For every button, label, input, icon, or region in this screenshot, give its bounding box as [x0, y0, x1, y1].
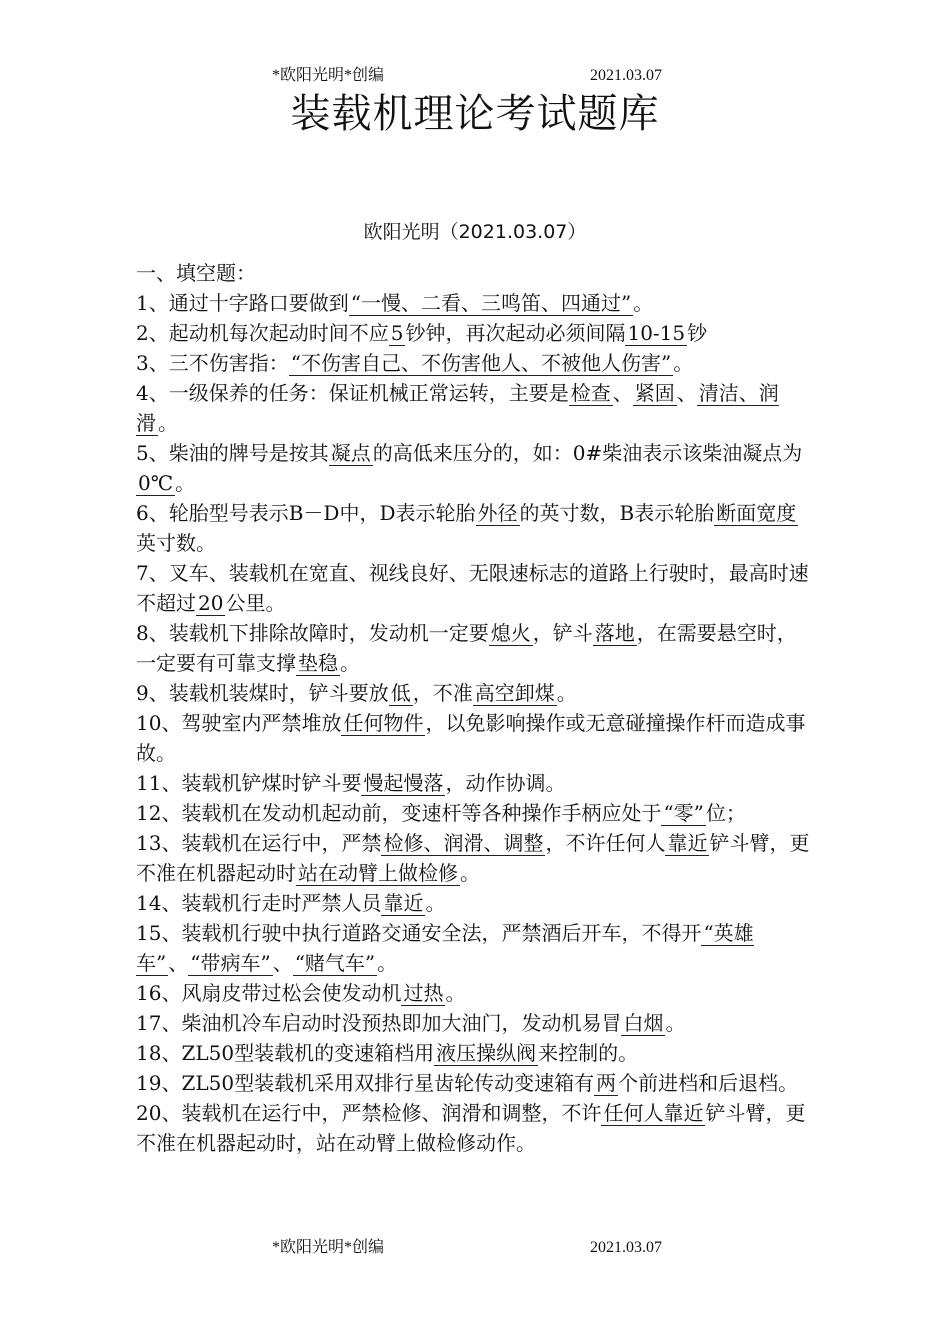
question-6: 6、轮胎型号表示B－D中，D表示轮胎 外径 的英寸数，B表示轮胎 断面宽度英寸数。 [136, 501, 797, 555]
question-7: 7、叉车、装载机在宽直、视线良好、无限速标志的道路上行驶时，最高时速不超过 20 公里。 [136, 561, 809, 615]
answer: 高空卸煤 [474, 681, 555, 705]
answer: “一慢、二看、三鸣笛、四通过” [350, 291, 632, 315]
header-author: *欧阳光明*创编 [272, 67, 385, 84]
answer: 过热 [403, 981, 444, 1005]
document-author: 欧阳光明（2021.03.07） [363, 221, 587, 243]
answer: 垫稳 [298, 651, 338, 675]
question-19: 19、ZL50型装载机采用双排行星齿轮传动变速箱有 两 个前进档和后退档。 [136, 1071, 799, 1095]
answer: 白烟 [623, 1011, 664, 1035]
answer: 两 [596, 1071, 617, 1095]
answer: 靠近 [383, 891, 424, 915]
question-15: 15、装载机行驶中执行道路交通安全法，严禁酒后开车，不得开 “英雄车” 、 “带病车” 、 “赌气车” 。 [136, 921, 754, 975]
answer: 5 [390, 321, 404, 345]
answer: “赌气车” [294, 951, 376, 975]
answer: 10-15 [627, 321, 686, 345]
question-list [136, 258, 816, 1158]
answer: 检查 [570, 381, 611, 405]
question-9: 9、装载机装煤时，铲斗要放 低 ，不准 高空卸煤 。 [136, 681, 577, 705]
answer: “不伤害自己、不伤害他人、不被他人伤害” [290, 351, 672, 375]
answer: “零” [663, 801, 704, 825]
question-2: 2、起动机每次起动时间不应 5 钞钟，再次起动必须间隔 10-15 钞 [136, 321, 708, 345]
question-5: 5、柴油的牌号是按其 凝点 的高低来压分的，如：0#柴油表示该柴油凝点为0℃ 。 [136, 441, 803, 495]
question-10: 10、驾驶室内严禁堆放 任何物件 ，以免影响操作或无意碰撞操作杆而造成事故。 [136, 711, 806, 765]
page-header [0, 64, 950, 88]
answer: “带病车” [190, 951, 271, 975]
answer: 靠近 [667, 831, 708, 855]
document-title: 装载机理论考试题库 [290, 91, 660, 137]
answer: 液压操纵阀 [436, 1041, 537, 1065]
answer: 20 [198, 591, 224, 615]
question-4: 4、一级保养的任务：保证机械正常运转，主要是 检查 、 紧固 、 清洁、润滑 。 [136, 381, 779, 435]
question-3: 3、三不伤害指： “不伤害自己、不伤害他人、不被他人伤害” 。 [136, 351, 694, 375]
answer: 外径 [477, 501, 518, 525]
footer-author: *欧阳光明*创编 [272, 1239, 385, 1256]
question-18: 18、ZL50型装载机的变速箱档用 液压操纵阀 来控制的。 [136, 1041, 639, 1065]
question-8: 8、装载机下排除故障时，发动机一定要 熄火 ，铲斗 落地 ，在需要悬空时，一定要有可靠支撑 垫稳 。 [136, 621, 797, 675]
question-1: 1、通过十字路口要做到 “一慢、二看、三鸣笛、四通过” 。 [136, 291, 654, 315]
question-16: 16、风扇皮带过松会使发动机 过热 。 [136, 981, 466, 1005]
answer: 检修、润滑、调整 [383, 831, 544, 855]
question-14: 14、装载机行走时严禁人员 靠近 。 [136, 891, 446, 915]
question-11: 11、装载机铲煤时铲斗要 慢起慢落 ，动作协调。 [136, 771, 566, 795]
footer-date: 2021.03.07 [590, 1239, 662, 1256]
answer: 任何物件 [343, 711, 424, 735]
page-footer [0, 1236, 950, 1260]
answer: 低 [390, 681, 411, 705]
answer: 凝点 [330, 441, 371, 465]
answer: 落地 [594, 621, 635, 645]
question-17: 17、柴油机冷车启动时没预热即加大油门，发动机易冒 白烟 。 [136, 1011, 686, 1035]
header-date: 2021.03.07 [590, 67, 662, 84]
answer: “英雄车” [136, 921, 754, 975]
answer: 清洁、润滑 [136, 381, 779, 435]
answer: 紧固 [634, 381, 675, 405]
answer: 站在动臂上做检修 [298, 861, 458, 885]
section-heading: 一、填空题： [136, 261, 256, 285]
answer: 任何人靠近 [603, 1101, 704, 1125]
question-13: 13、装载机在运行中，严禁 检修、润滑、调整 ，不许任何人 靠近 铲斗臂，更不准在机器起动时 站在动臂上做检修 。 [136, 831, 810, 885]
answer: 熄火 [490, 621, 531, 645]
question-20: 20、装载机在运行中，严禁检修、润滑和调整，不许 任何人靠近 铲斗臂，更不准在机器起动时，站在动臂上做检修动作。 [136, 1101, 806, 1155]
answer: 断面宽度 [716, 501, 797, 525]
answer: 慢起慢落 [363, 771, 444, 795]
answer: 0℃ [138, 471, 174, 495]
question-12: 12、装载机在发动机起动前，变速杆等各种操作手柄应处于 “零” 位； [136, 801, 746, 825]
